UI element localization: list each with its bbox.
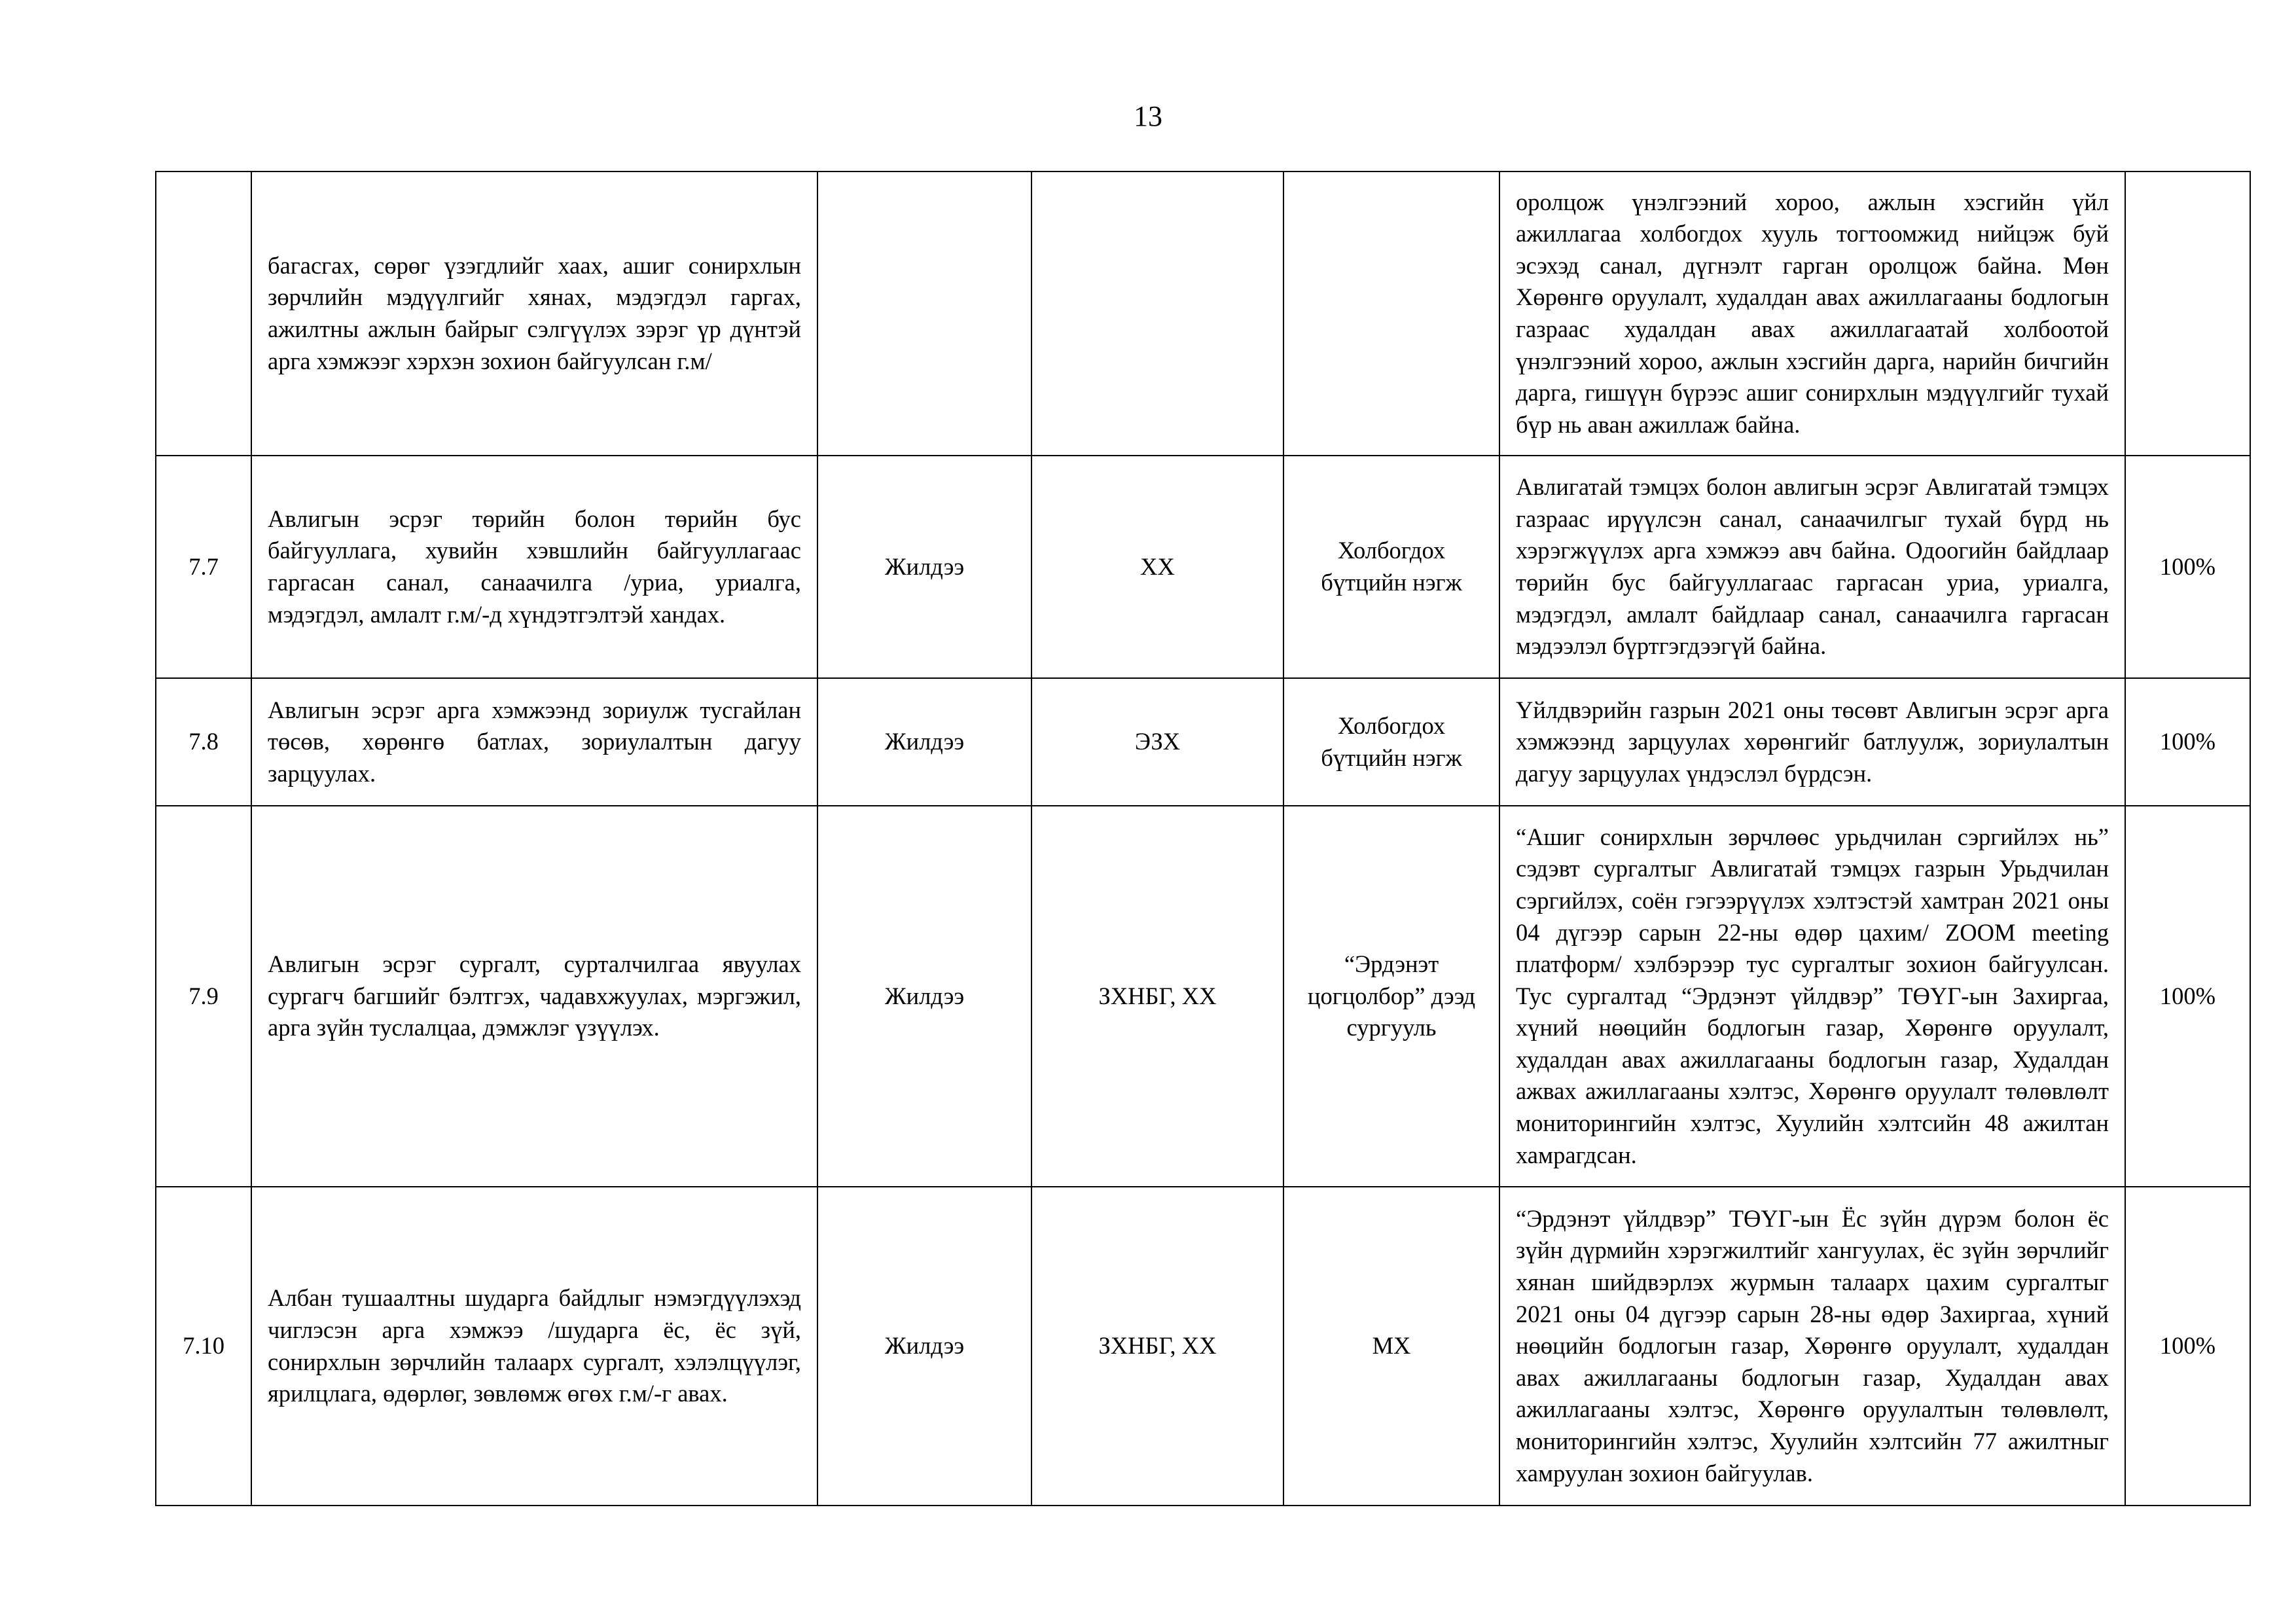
partner-cell: МХ bbox=[1283, 1187, 1499, 1506]
timing-cell: Жилдээ bbox=[817, 1187, 1031, 1506]
page-number: 13 bbox=[1134, 100, 1162, 132]
partner-cell bbox=[1283, 171, 1499, 456]
table-row bbox=[156, 678, 2250, 806]
table-row bbox=[156, 456, 2250, 678]
row-number bbox=[156, 171, 251, 456]
timing-cell: Жилдээ bbox=[817, 678, 1031, 806]
result-cell: Үйлдвэрийн газрын 2021 оны төсөвт Авлигын эсрэг арга хэмжээнд зарцуулах хөрөнгийг батлуулж, зориулалтын дагуу зарцуулах үндэслэл бүрдсэн. bbox=[1499, 678, 2125, 806]
percent-cell: 100% bbox=[2125, 456, 2250, 678]
row-number: 7.7 bbox=[156, 456, 251, 678]
table-row bbox=[156, 1187, 2250, 1506]
activity-cell: Авлигын эсрэг арга хэмжээнд зориулж тусгайлан төсөв, хөрөнгө батлах, зориулалтын дагуу зарцуулах. bbox=[251, 678, 817, 806]
percent-cell: 100% bbox=[2125, 1187, 2250, 1506]
result-cell: оролцож үнэлгээний хороо, ажлын хэсгийн үйл ажиллагаа холбогдох хууль тогтоомжид нийцэж буй эсэхэд санал, дүгнэлт гарган оролцож байна. Мөн Хөрөнгө оруулалт, худалдан авах ажиллагааны бодлогын газраас худалдан авах ажиллагаатай холбоотой үнэлгээний хороо, ажлын хэсгийн дарга, нарийн бичгийн дарга, гишүүн бүрээс ашиг сонирхлын мэдүүлгийг тухай бүр нь аван ажиллаж байна. bbox=[1499, 171, 2125, 456]
row-number: 7.10 bbox=[156, 1187, 251, 1506]
partner-cell: Холбогдох бүтцийн нэгж bbox=[1283, 456, 1499, 678]
timing-cell bbox=[817, 171, 1031, 456]
result-cell: Авлигатай тэмцэх болон авлигын эсрэг Авлигатай тэмцэх газраас ирүүлсэн санал, санаачилгыг тухай бүрд нь хэрэгжүүлэх арга хэмжээ авч байна. Одоогийн байдлаар төрийн бус байгууллагаас гаргасан уриа, уриалга, мэдэгдэл, амлалт байдлаар санал, санаачилга гаргасан мэдээлэл бүртгэгдээгүй байна. bbox=[1499, 456, 2125, 678]
table-row bbox=[156, 171, 2250, 456]
row-number: 7.9 bbox=[156, 806, 251, 1187]
table-row bbox=[156, 806, 2250, 1187]
activity-cell: багасгах, сөрөг үзэгдлийг хаах, ашиг сонирхлын зөрчлийн мэдүүлгийг хянах, мэдэгдэл гаргах, ажилтны ажлын байрыг сэлгүүлэх зэрэг үр дүнтэй арга хэмжээг хэрхэн зохион байгуулсан г.м/ bbox=[251, 171, 817, 456]
partner-cell: “Эрдэнэт цогцолбор” дээд сургууль bbox=[1283, 806, 1499, 1187]
responsible-cell: ЗХНБГ, ХХ bbox=[1031, 1187, 1283, 1506]
row-number: 7.8 bbox=[156, 678, 251, 806]
activity-cell: Албан тушаалтны шударга байдлыг нэмэгдүүлэхэд чиглэсэн арга хэмжээ /шударга ёс, ёс зүй, сонирхлын зөрчлийн талаарх сургалт, хэлэлцүүлэг, ярилцлага, өдөрлөг, зөвлөмж өгөх г.м/-г авах. bbox=[251, 1187, 817, 1506]
responsible-cell: ЭЗХ bbox=[1031, 678, 1283, 806]
partner-cell: Холбогдох бүтцийн нэгж bbox=[1283, 678, 1499, 806]
action-plan-table bbox=[155, 171, 2251, 1506]
result-cell: “Ашиг сонирхлын зөрчлөөс урьдчилан сэргийлэх нь” сэдэвт сургалтыг Авлигатай тэмцэх газрын Урьдчилан сэргийлэх, соён гэгээрүүлэх хэлтэстэй хамтран 2021 оны 04 дүгээр сарын 22-ны өдөр цахим/ ZOOM meeting платформ/ хэлбэрээр тус сургалтыг зохион байгуулсан. Тус сургалтад “Эрдэнэт үйлдвэр” ТӨҮГ-ын Захиргаа, хүний нөөцийн бодлогын газар, Хөрөнгө оруулалт, худалдан авах ажиллагааны бодлогын газар, Худалдан ажвах ажиллагааны хэлтэс, Хөрөнгө оруулалт төлөвлөлт мониторингийн хэлтэс, Хуулийн хэлтсийн 48 ажилтан хамрагдсан. bbox=[1499, 806, 2125, 1187]
activity-cell: Авлигын эсрэг сургалт, сурталчилгаа явуулах сургагч багшийг бэлтгэх, чадавхжуулах, мэргэжил, арга зүйн туслалцаа, дэмжлэг үзүүлэх. bbox=[251, 806, 817, 1187]
timing-cell: Жилдээ bbox=[817, 456, 1031, 678]
timing-cell: Жилдээ bbox=[817, 806, 1031, 1187]
percent-cell: 100% bbox=[2125, 806, 2250, 1187]
percent-cell: 100% bbox=[2125, 678, 2250, 806]
responsible-cell bbox=[1031, 171, 1283, 456]
activity-cell: Авлигын эсрэг төрийн болон төрийн бус байгууллага, хувийн хэвшлийн байгууллагаас гаргасан санал, санаачилга /уриа, уриалга, мэдэгдэл, амлалт г.м/-д хүндэтгэлтэй хандах. bbox=[251, 456, 817, 678]
responsible-cell: ХХ bbox=[1031, 456, 1283, 678]
result-cell: “Эрдэнэт үйлдвэр” ТӨҮГ-ын Ёс зүйн дүрэм болон ёс зүйн дүрмийн хэрэгжилтийг хангуулах, ёс зүйн зөрчлийг хянан шийдвэрлэх журмын талаарх цахим сургалтыг 2021 оны 04 дүгээр сарын 28-ны өдөр Захиргаа, хүний нөөцийн бодлогын газар, Хөрөнгө оруулалт, худалдан авах ажиллагааны бодлогын газар, Худалдан авах ажиллагааны хэлтэс, Хөрөнгө оруулалтын төлөвлөлт, мониторингийн хэлтэс, Хуулийн хэлтсийн 77 ажилтныг хамруулан зохион байгуулав. bbox=[1499, 1187, 2125, 1506]
responsible-cell: ЗХНБГ, ХХ bbox=[1031, 806, 1283, 1187]
percent-cell bbox=[2125, 171, 2250, 456]
